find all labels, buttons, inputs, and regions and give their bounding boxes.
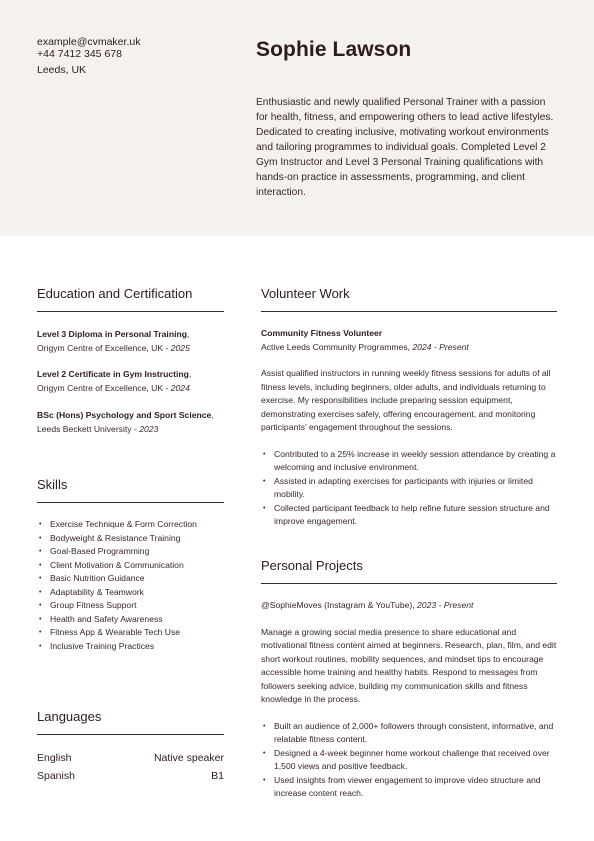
language-level: B1: [211, 770, 224, 782]
volunteer-heading: Volunteer Work: [261, 286, 350, 301]
punctuation: -: [131, 423, 140, 434]
profile-summary: Enthusiastic and newly qualified Personal Trainer with a passion for health, fitness, and empowering others to lead active lifestyles. Dedicated to creating inclusive, motivating workout environments and tailoring programmes to individual goals. Completed Level 2 Gym Instructor and Level 3 Personal Training qualifications with hands-on practice in assessments, programming, and client interaction.: [256, 97, 554, 198]
email-text: example@cvmaker.uk: [37, 36, 141, 48]
education-item: [37, 368, 224, 395]
education-heading: Education and Certification: [37, 286, 193, 301]
skill-item: • Adaptability & Teamwork: [37, 586, 224, 600]
phone-text: +44 7412 345 678: [37, 48, 122, 60]
section-divider: [261, 311, 557, 312]
skills-list: [37, 518, 224, 653]
education-place: Origym Centre of Excellence, UK: [37, 342, 164, 353]
education-title: Level 3 Diploma in Personal Training: [37, 329, 187, 339]
education-title: Level 2 Certificate in Gym Instructing: [37, 369, 189, 379]
skill-item: • Client Motivation & Communication: [37, 559, 224, 573]
project-bullets: [261, 720, 557, 801]
education-item: [37, 409, 224, 436]
section-divider: [37, 734, 224, 735]
punctuation: -: [163, 382, 171, 393]
skill-item: • Goal-Based Programming: [37, 545, 224, 559]
volunteer-role: Community Fitness Volunteer: [261, 328, 383, 338]
project-org: @SophieMoves (Instagram & YouTube),: [261, 600, 415, 610]
volunteer-bullet: • Contributed to a 25% increase in weekly session attendance by creating a welcoming and inclusive environment.: [261, 448, 557, 475]
project-description: Manage a growing social media presence to share educational and motivational fitness content aimed at beginners. Research, plan, film, and edit short workout routines, mobility sequences, and mindset tips to encourage accessible home training and healthy habits. Respond to messages from followers seeking advice, building my communication skills and fitness knowledge in the process.: [261, 626, 557, 704]
skill-item: • Exercise Technique & Form Correction: [37, 518, 224, 532]
punctuation: ,: [188, 369, 192, 379]
language-row: [37, 749, 224, 767]
punctuation: -: [163, 342, 171, 353]
education-title: BSc (Hons) Psychology and Sport Science: [37, 410, 212, 420]
punctuation: ,: [211, 410, 214, 420]
volunteer-org: Active Leeds Community Programmes,: [261, 341, 411, 352]
skills-section: [37, 477, 224, 653]
volunteer-bullets: [261, 448, 557, 529]
project-dates: 2023 - Present: [417, 600, 474, 610]
education-year: 2024: [170, 382, 190, 393]
project-bullet: • Built an audience of 2,000+ followers through consistent, informative, and relatable fitness content.: [261, 720, 557, 747]
volunteer-dates: 2024 - Present: [412, 341, 469, 352]
project-bullet: • Designed a 4-week beginner home workout challenge that received over 1,500 views and positive feedback.: [261, 747, 557, 774]
skill-item: • Fitness App & Wearable Tech Use: [37, 626, 224, 640]
punctuation: ,: [186, 329, 190, 339]
volunteer-description: Assist qualified instructors in running weekly fitness sessions for adults of all fitness levels, including beginners, older adults, and individuals returning to exercise. My responsibilities include preparing session equipment, demonstrating exercises safely, offering encouragement, and monitoring participants' engagement throughout the sessions.: [261, 368, 551, 432]
languages-section: [37, 709, 224, 785]
volunteer-section: [261, 286, 557, 529]
projects-heading: Personal Projects: [261, 558, 363, 573]
header-band: [0, 0, 594, 236]
skills-heading: Skills: [37, 477, 68, 492]
language-row: [37, 767, 224, 785]
section-divider: [261, 583, 557, 584]
skill-item: • Basic Nutrition Guidance: [37, 572, 224, 586]
education-place: Origym Centre of Excellence, UK: [37, 382, 164, 393]
skill-item: • Group Fitness Support: [37, 599, 224, 613]
languages-heading: Languages: [37, 709, 102, 724]
language-name: English: [37, 752, 72, 764]
section-divider: [37, 311, 224, 312]
contact-info: [37, 36, 140, 76]
volunteer-bullet: • Assisted in adapting exercises for participants with injuries or limited mobility.: [261, 475, 557, 502]
projects-section: [261, 558, 557, 801]
education-year: 2023: [139, 423, 159, 434]
language-level: Native speaker: [153, 752, 224, 764]
skill-item: • Inclusive Training Practices: [37, 640, 224, 654]
project-bullet: • Used insights from viewer engagement to improve video structure and increase content reach.: [261, 774, 557, 801]
language-name: Spanish: [37, 770, 75, 782]
volunteer-bullet: • Collected participant feedback to help refine future session structure and improve engagement.: [261, 502, 557, 529]
education-year: 2025: [170, 342, 190, 353]
skill-item: • Bodyweight & Resistance Training: [37, 532, 224, 546]
section-divider: [37, 502, 224, 503]
education-place: Leeds Beckett University: [37, 423, 132, 434]
education-item: [37, 328, 224, 355]
candidate-name: Sophie Lawson: [256, 38, 412, 61]
location-text: Leeds, UK: [37, 64, 87, 76]
skill-item: • Health and Safety Awareness: [37, 613, 224, 627]
education-section: [37, 286, 224, 312]
